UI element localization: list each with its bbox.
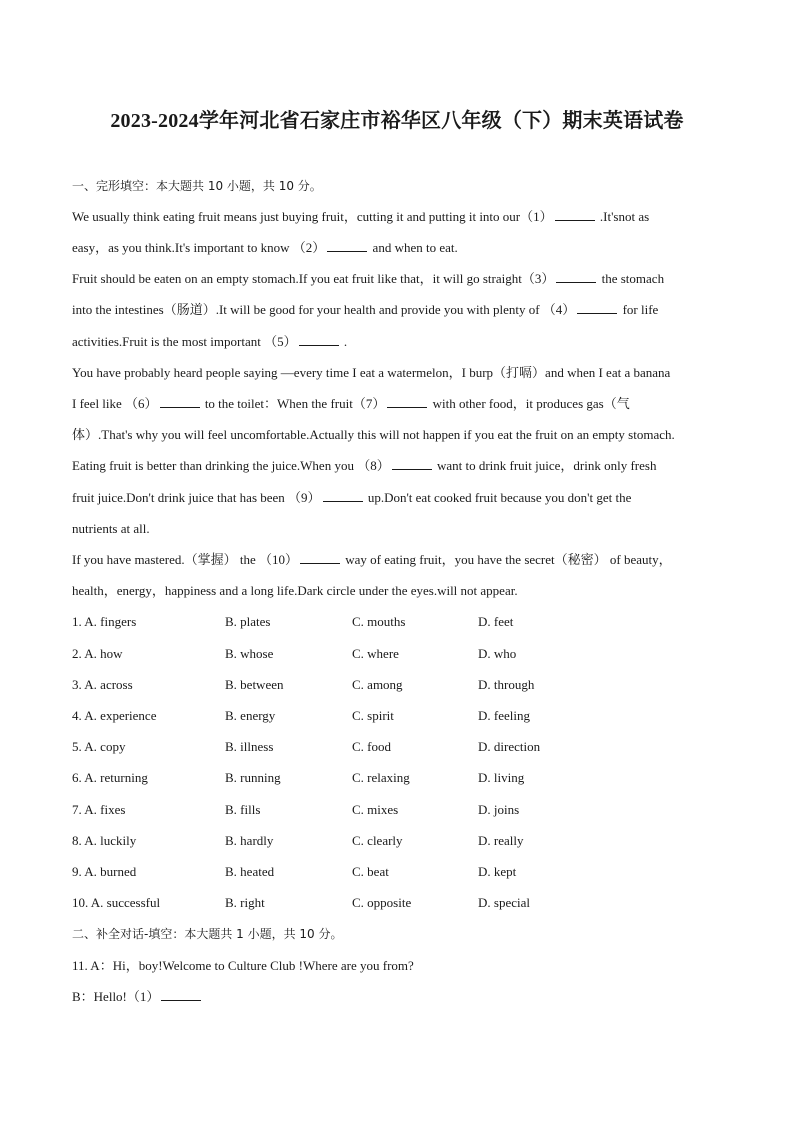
answer-blank[interactable] — [387, 397, 427, 408]
passage-line: activities.Fruit is the most important （5） . — [72, 334, 348, 349]
answer-blank[interactable] — [300, 553, 340, 564]
option-d[interactable]: D. through — [478, 677, 535, 692]
option-a[interactable]: 8. A. luckily — [72, 833, 137, 848]
passage-line: Fruit should be eaten on an empty stomach.If you eat fruit like that，it will go straight（3） the stomach — [72, 271, 665, 286]
option-b[interactable]: B. energy — [225, 708, 276, 723]
answer-blank[interactable] — [555, 210, 595, 221]
answer-blank[interactable] — [327, 241, 367, 252]
option-b[interactable]: B. fills — [225, 802, 261, 817]
option-a[interactable]: 2. A. how — [72, 646, 123, 661]
option-a[interactable]: 4. A. experience — [72, 708, 157, 723]
option-d[interactable]: D. really — [478, 833, 524, 848]
option-c[interactable]: C. food — [352, 739, 391, 754]
section-heading-dialogue: 二、补全对话-填空：本大题共 1 小题，共 10 分。 — [72, 927, 343, 941]
page-title: 2023-2024学年河北省石家庄市裕华区八年级（下）期末英语试卷 — [110, 110, 684, 132]
option-b[interactable]: B. illness — [225, 739, 274, 754]
answer-blank[interactable] — [299, 335, 339, 346]
answer-blank[interactable] — [161, 990, 201, 1001]
passage-line: easy，as you think.It's important to know （2） and when to eat. — [72, 240, 458, 255]
option-a[interactable]: 5. A. copy — [72, 739, 126, 754]
passage-line: nutrients at all. — [72, 521, 150, 536]
option-d[interactable]: D. joins — [478, 802, 520, 817]
answer-blank[interactable] — [577, 303, 617, 314]
option-c[interactable]: C. relaxing — [352, 770, 410, 785]
option-b[interactable]: B. hardly — [225, 833, 274, 848]
passage-line: 体）.That's why you will feel uncomfortable.Actually this will not happen if you eat the fruit on an empty stomach. — [72, 427, 675, 442]
option-d[interactable]: D. feet — [478, 614, 514, 629]
passage-line: health，energy，happiness and a long life.Dark circle under the eyes.will not appear. — [72, 583, 518, 598]
option-d[interactable]: D. special — [478, 895, 530, 910]
option-b[interactable]: B. whose — [225, 646, 274, 661]
option-c[interactable]: C. mouths — [352, 614, 406, 629]
option-b[interactable]: B. running — [225, 770, 281, 785]
option-c[interactable]: C. where — [352, 646, 399, 661]
answer-blank[interactable] — [392, 459, 432, 470]
option-b[interactable]: B. right — [225, 895, 265, 910]
answer-blank[interactable] — [160, 397, 200, 408]
answer-blank[interactable] — [323, 491, 363, 502]
passage-line: Eating fruit is better than drinking the juice.When you （8） want to drink fruit juice，drink only fresh — [72, 458, 657, 473]
option-c[interactable]: C. among — [352, 677, 403, 692]
option-a[interactable]: 7. A. fixes — [72, 802, 126, 817]
option-a[interactable]: 1. A. fingers — [72, 614, 137, 629]
option-d[interactable]: D. direction — [478, 739, 541, 754]
option-a[interactable]: 3. A. across — [72, 677, 133, 692]
option-d[interactable]: D. feeling — [478, 708, 530, 723]
passage-line: You have probably heard people saying —every time I eat a watermelon，I burp（打嗝）and when I eat a banana — [72, 365, 671, 380]
option-a[interactable]: 9. A. burned — [72, 864, 137, 879]
passage-line: I feel like （6） to the toilet：When the fruit（7） with other food，it produces gas（气 — [72, 396, 630, 411]
option-c[interactable]: C. mixes — [352, 802, 399, 817]
option-b[interactable]: B. heated — [225, 864, 275, 879]
section-heading-cloze: 一、完形填空：本大题共 10 小题，共 10 分。 — [72, 179, 322, 193]
dialogue-line-b: B：Hello!（1） — [72, 989, 203, 1005]
option-a[interactable]: 10. A. successful — [72, 895, 161, 910]
dialogue-line-a: 11. A：Hi，boy!Welcome to Culture Club !Where are you from? — [72, 958, 414, 973]
option-b[interactable]: B. between — [225, 677, 284, 692]
passage-line: into the intestines（肠道）.It will be good for your health and provide you with plenty of （4） for life — [72, 302, 659, 317]
option-c[interactable]: C. opposite — [352, 895, 412, 910]
answer-blank[interactable] — [556, 272, 596, 283]
option-c[interactable]: C. beat — [352, 864, 389, 879]
passage-line: We usually think eating fruit means just buying fruit，cutting it and putting it into our（1） .It'snot as — [72, 209, 650, 224]
option-c[interactable]: C. clearly — [352, 833, 403, 848]
passage-line: If you have mastered.（掌握） the （10） way of eating fruit，you have the secret（秘密） of beauty， — [72, 552, 672, 567]
option-a[interactable]: 6. A. returning — [72, 770, 148, 785]
option-b[interactable]: B. plates — [225, 614, 271, 629]
option-d[interactable]: D. who — [478, 646, 517, 661]
option-d[interactable]: D. kept — [478, 864, 517, 879]
passage-line: fruit juice.Don't drink juice that has been （9） up.Don't eat cooked fruit because you don't get the — [72, 490, 632, 505]
option-c[interactable]: C. spirit — [352, 708, 394, 723]
option-d[interactable]: D. living — [478, 770, 525, 785]
